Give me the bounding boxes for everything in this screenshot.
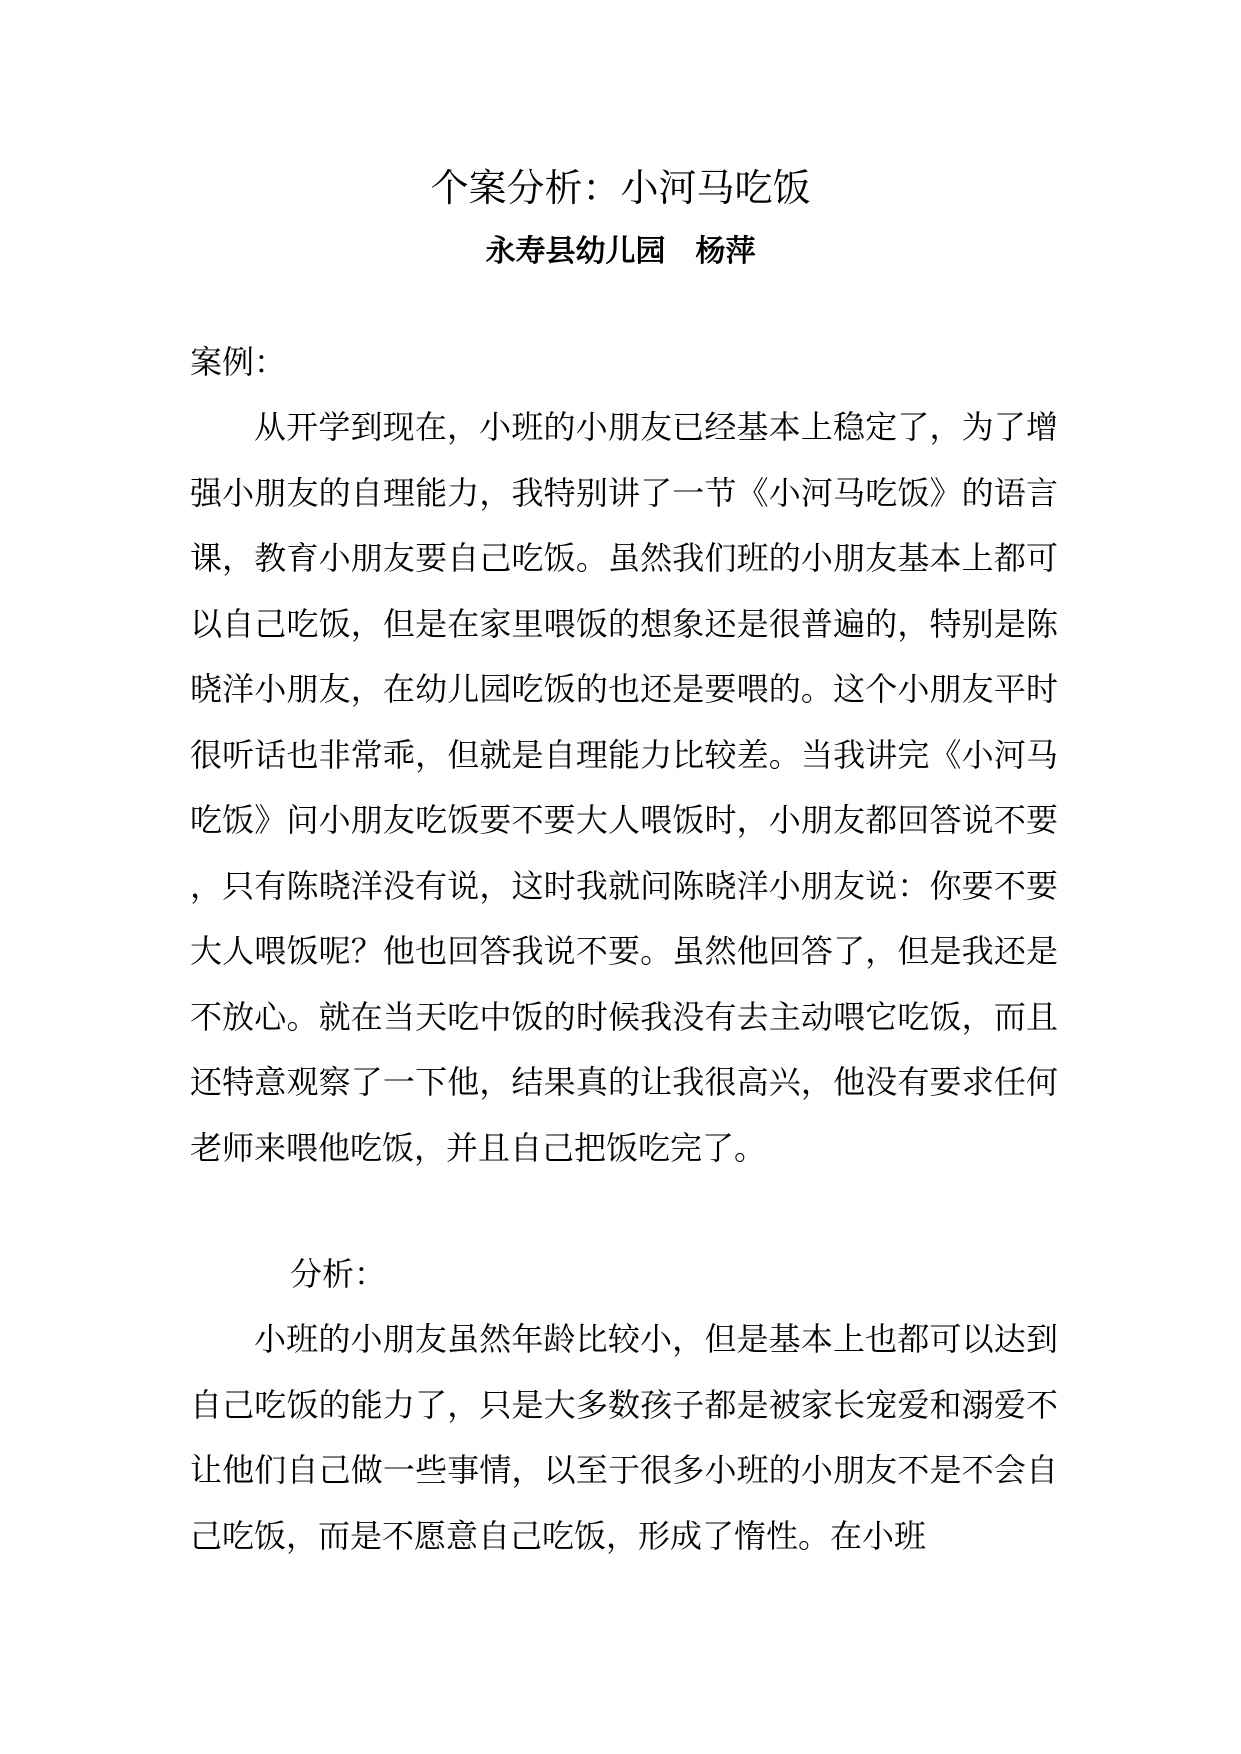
analysis-section-label: 分析： [290, 1255, 387, 1293]
analysis-paragraph: 小班的小朋友虽然年龄比较小，但是基本上也都可以达到自己吃饭的能力了，只是大多数孩子都是被家长宠爱和溺爱不让他们自己做一些事情，以至于很多小班的小朋友不是不会自己吃饭，而是不愿意自己吃饭，形成了惰性。在小班 [190, 1320, 1058, 1555]
author-byline: 永寿县幼儿园 杨萍 [485, 234, 756, 269]
case-paragraph: 从开学到现在，小班的小朋友已经基本上稳定了，为了增强小朋友的自理能力，我特别讲了一节《小河马吃饭》的语言课，教育小朋友要自己吃饭。虽然我们班的小朋友基本上都可以自己吃饭，但是在家里喂饭的想象还是很普遍的，特别是陈晓洋小朋友，在幼儿园吃饭的也还是要喂的。这个小朋友平时很听话也非常乖，但就是自理能力比较差。当我讲完《小河马吃饭》问小朋友吃饭要不要大人喂饭时，小朋友都回答说不要，只有陈晓洋没有说，这时我就问陈晓洋小朋友说：你要不要大人喂饭呢？他也回答我说不要。虽然他回答了，但是我还是不放心。就在当天吃中饭的时候我没有去主动喂它吃饭，而且还特意观察了一下他，结果真的让我很高兴，他没有要求任何老师来喂他吃饭，并且自己把饭吃完了。 [190, 408, 1058, 1167]
document-title: 个案分析：小河马吃饭 [430, 166, 811, 210]
case-section-label: 案例： [190, 343, 287, 381]
